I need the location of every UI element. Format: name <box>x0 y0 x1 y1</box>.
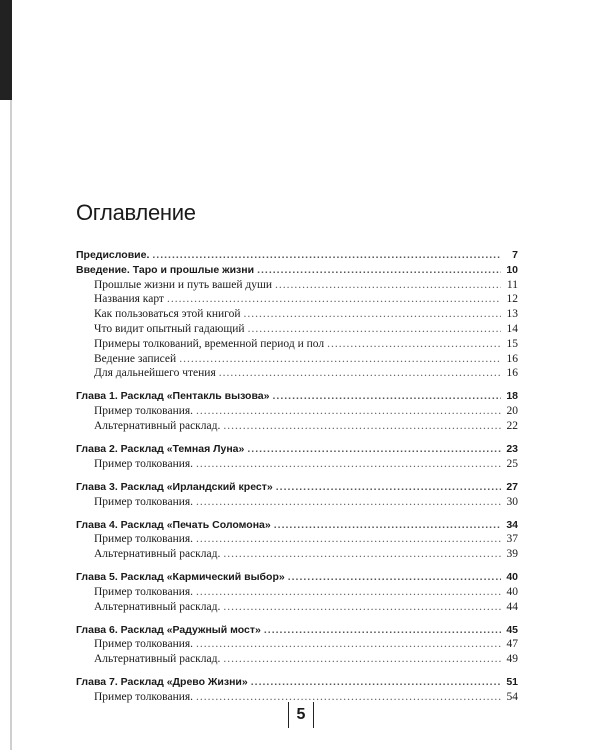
toc-subentry <box>76 532 518 547</box>
toc-entry <box>76 623 518 638</box>
toc-entry-title: Альтернативный расклад. <box>94 419 221 432</box>
toc-entry-page: 12 <box>506 293 518 306</box>
toc-subentry <box>76 352 518 367</box>
dot-leader <box>179 352 501 367</box>
toc-entry-title: Глава 5. Расклад «Кармический выбор» <box>76 571 285 584</box>
toc-entry-page: 45 <box>506 623 518 636</box>
dot-leader <box>152 248 501 263</box>
toc-subentry <box>76 419 518 434</box>
toc-entry <box>76 570 518 585</box>
dot-leader <box>223 547 501 562</box>
page-number: 5 <box>288 702 314 728</box>
toc-entry-title: Альтернативный расклад. <box>94 600 221 613</box>
dot-leader <box>327 337 501 352</box>
toc-entry <box>76 248 518 263</box>
toc-subentry <box>76 404 518 419</box>
toc-entry-page: 39 <box>506 548 518 561</box>
dot-leader <box>219 366 501 381</box>
toc-entry-page: 40 <box>506 585 518 598</box>
dot-leader <box>248 322 501 337</box>
toc-entry-title: Глава 4. Расклад «Печать Соломона» <box>76 518 271 531</box>
toc-entry <box>76 263 518 278</box>
toc-entry-page: 27 <box>506 480 518 493</box>
toc-entry-title: Для дальнейшего чтения <box>94 367 216 380</box>
toc-entry-title: Глава 3. Расклад «Ирландский крест» <box>76 480 273 493</box>
toc-entry-page: 34 <box>506 518 518 531</box>
toc-entry-title: Введение. Таро и прошлые жизни <box>76 263 255 276</box>
toc-entry-page: 23 <box>506 442 518 455</box>
toc-subentry <box>76 366 518 381</box>
toc-entry-title: Пример толкования. <box>94 638 194 651</box>
dot-leader <box>244 307 502 322</box>
toc-entry-title: Что видит опытный гадающий <box>94 322 245 335</box>
toc-entry-page: 51 <box>506 676 518 689</box>
toc-entry-title: Пример толкования. <box>94 457 194 470</box>
dot-leader <box>196 404 501 419</box>
toc-entry-title: Пример толкования. <box>94 585 194 598</box>
toc-entry-page: 14 <box>506 322 518 335</box>
dot-leader <box>272 389 501 404</box>
toc-entry <box>76 675 518 690</box>
table-of-contents <box>76 248 518 705</box>
toc-entry-title: Пример толкования. <box>94 533 194 546</box>
toc-entry-title: Альтернативный расклад. <box>94 653 221 666</box>
dot-leader <box>257 263 501 278</box>
dot-leader <box>274 518 501 533</box>
toc-entry-page: 25 <box>506 457 518 470</box>
toc-entry-page: 54 <box>506 691 518 704</box>
toc-entry-title: Глава 2. Расклад «Темная Луна» <box>76 442 245 455</box>
toc-entry-page: 15 <box>506 337 518 350</box>
toc-entry-page: 30 <box>506 495 518 508</box>
toc-entry <box>76 442 518 457</box>
toc-subentry <box>76 547 518 562</box>
dot-leader <box>264 623 501 638</box>
toc-subentry <box>76 278 518 293</box>
toc-entry-page: 16 <box>506 367 518 380</box>
toc-entry-title: Пример толкования. <box>94 405 194 418</box>
toc-entry-title: Пример толкования. <box>94 495 194 508</box>
toc-subentry <box>76 292 518 307</box>
toc-entry <box>76 389 518 404</box>
dot-leader <box>223 600 501 615</box>
toc-subentry <box>76 585 518 600</box>
toc-entry-page: 18 <box>506 390 518 403</box>
toc-entry-page: 44 <box>506 600 518 613</box>
toc-entry-page: 11 <box>506 278 518 291</box>
scan-edge-shadow <box>0 0 12 100</box>
dot-leader <box>276 480 501 495</box>
toc-entry-page: 40 <box>506 571 518 584</box>
toc-subentry <box>76 322 518 337</box>
toc-entry-page: 10 <box>506 263 518 276</box>
toc-entry-page: 7 <box>512 249 518 261</box>
toc-entry-page: 20 <box>506 405 518 418</box>
toc-entry <box>76 518 518 533</box>
dot-leader <box>196 532 501 547</box>
toc-entry-title: Прошлые жизни и путь вашей души <box>94 278 272 291</box>
dot-leader <box>223 419 501 434</box>
dot-leader <box>196 495 501 510</box>
scan-edge-line <box>10 100 12 750</box>
toc-subentry <box>76 457 518 472</box>
dot-leader <box>223 652 501 667</box>
dot-leader <box>196 690 501 705</box>
toc-entry <box>76 480 518 495</box>
toc-entry-title: Предисловие. <box>76 249 150 261</box>
dot-leader <box>196 457 501 472</box>
toc-entry-title: Глава 7. Расклад «Древо Жизни» <box>76 676 248 689</box>
toc-entry-title: Альтернативный расклад. <box>94 548 221 561</box>
dot-leader <box>167 292 501 307</box>
dot-leader <box>196 637 501 652</box>
toc-subentry <box>76 495 518 510</box>
toc-subentry <box>76 600 518 615</box>
toc-entry-title: Названия карт <box>94 293 164 306</box>
toc-entry-page: 16 <box>506 352 518 365</box>
toc-entry-page: 13 <box>506 308 518 321</box>
toc-entry-page: 22 <box>506 419 518 432</box>
page-title: Оглавление <box>76 200 196 225</box>
dot-leader <box>275 278 501 293</box>
toc-subentry <box>76 307 518 322</box>
toc-entry-title: Ведение записей <box>94 352 177 365</box>
dot-leader <box>251 675 501 690</box>
toc-subentry <box>76 652 518 667</box>
dot-leader <box>288 570 501 585</box>
dot-leader <box>247 442 501 457</box>
toc-subentry <box>76 637 518 652</box>
toc-subentry <box>76 337 518 352</box>
toc-entry-page: 37 <box>506 533 518 546</box>
toc-entry-page: 47 <box>506 638 518 651</box>
toc-entry-title: Примеры толкований, временной период и пол <box>94 337 325 350</box>
dot-leader <box>196 585 501 600</box>
toc-entry-title: Как пользоваться этой книгой <box>94 308 241 321</box>
toc-entry-title: Глава 1. Расклад «Пентакль вызова» <box>76 390 270 403</box>
toc-entry-page: 49 <box>506 653 518 666</box>
toc-entry-title: Глава 6. Расклад «Радужный мост» <box>76 623 261 636</box>
toc-entry-title: Пример толкования. <box>94 691 194 704</box>
